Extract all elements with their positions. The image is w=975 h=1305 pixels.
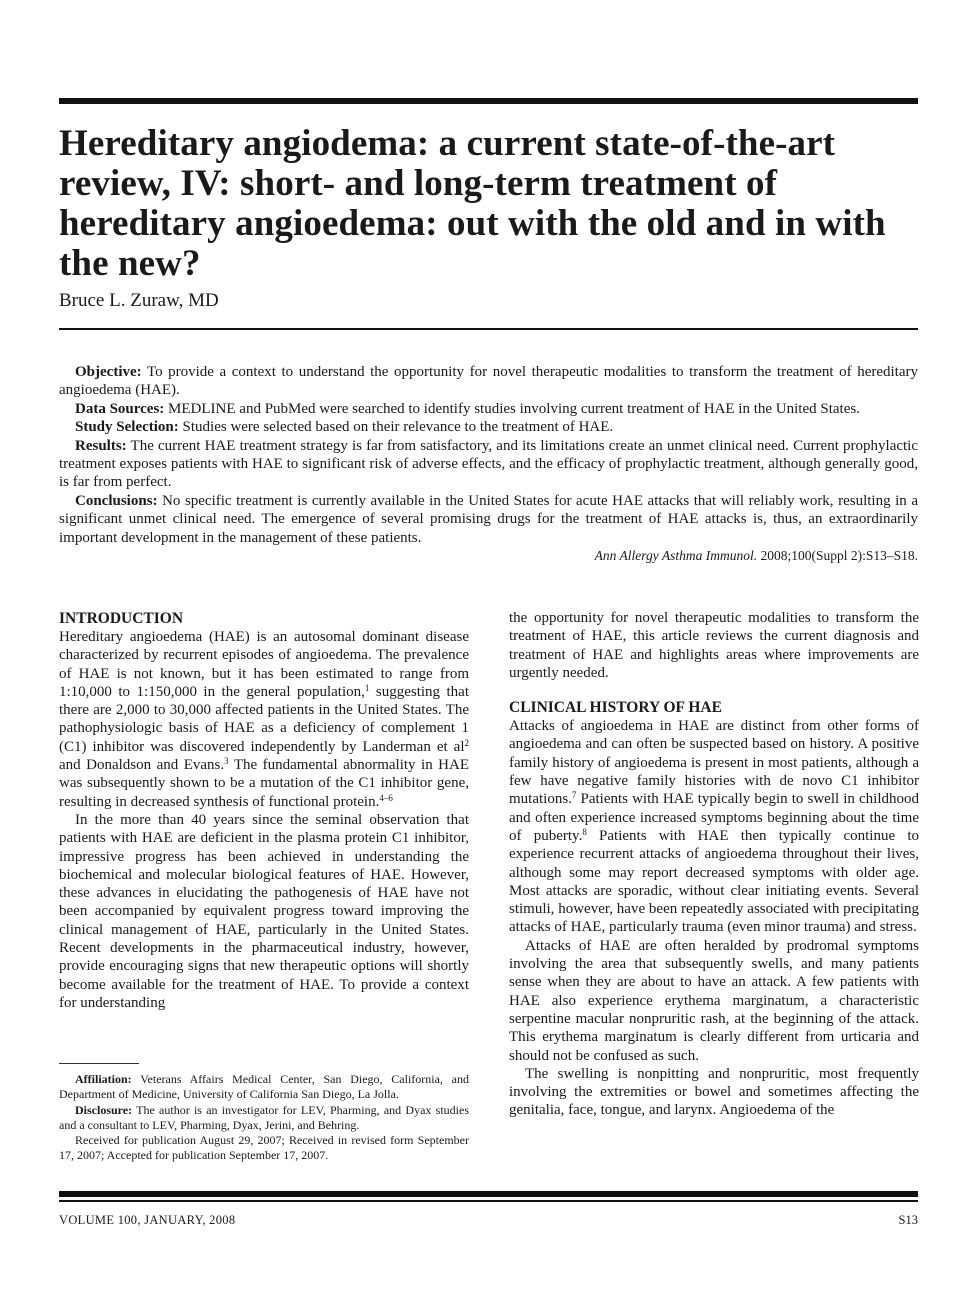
conclusions-text: No specific treatment is currently available in the United States for acute HAE attacks that will reliably work, resulting in a significant unmet clinical need. The emergence of several promising drugs for the treatment of HAE attacks is, thus, an extraordinarily important development in the management of these patients.	[59, 492, 918, 546]
citation-details: 2008;100(Suppl 2):S13–S18.	[757, 548, 918, 564]
abstract-selection	[59, 418, 918, 436]
article-title: Hereditary angiodema: a current state-of-the-art review, IV: short- and long-term treatment of hereditary angioedema: out with the old and in with the new?	[59, 123, 886, 284]
clinical-history-heading: CLINICAL HISTORY OF HAE	[509, 699, 722, 717]
results-text: The current HAE treatment strategy is far from satisfactory, and its limitations create an unmet clinical need. Current prophylactic treatment exposes patients with HAE to significant risk of adverse effects, and the efficacy of prophylactic treatment, although generally good, is far from perfect.	[59, 437, 918, 491]
intro-text: Hereditary angioedema (HAE) is an autosomal dominant disease characterized by recurrent episodes of angioedema. The prevalence of HAE is not known, but it has been estimated to range from 1:10,000 to 1:150,000 in the general population,	[59, 629, 469, 700]
ref-link[interactable]: 2	[464, 737, 469, 748]
selection-text: Studies were selected based on their relevance to the treatment of HAE.	[178, 419, 614, 436]
objective-label: Objective:	[75, 364, 142, 380]
history-paragraph-3: The swelling is nonpitting and nonpruritic, most frequently involving the extremities or bowel and sometimes affecting the genitalia, face, tongue, and larynx. Angioedema of the	[509, 1065, 919, 1119]
ref-link[interactable]: 8	[582, 826, 587, 837]
citation	[59, 547, 918, 565]
footnote-affiliation	[59, 1072, 469, 1103]
citation-journal: Ann Allergy Asthma Immunol.	[594, 548, 758, 564]
ref-link[interactable]: 4–6	[379, 792, 393, 803]
intro-paragraph-1	[59, 628, 469, 811]
intro-text: and Donaldson and Evans.	[59, 757, 225, 774]
ref-link[interactable]: 7	[571, 790, 577, 801]
disclosure-label: Disclosure:	[75, 1102, 133, 1117]
introduction-heading: INTRODUCTION	[59, 610, 184, 627]
right-column	[509, 609, 919, 1120]
intro-paragraph-3: the opportunity for novel therapeutic modalities to transform the treatment of HAE, this article reviews the current diagnosis and treatment of HAE and highlights areas where improvements are urgently needed.	[509, 610, 919, 681]
objective-text: To provide a context to understand the opportunity for novel therapeutic modalities to transform the treatment of hereditary angioedema (HAE).	[59, 364, 918, 399]
intro-text: The fundamental abnormality in HAE was subsequently shown to be a mutation of the C1 inhibitor gene, resulting in decreased synthesis of functional protein.	[59, 757, 469, 810]
abstract-sources	[59, 400, 918, 418]
intro-paragraph-2: In the more than 40 years since the seminal observation that patients with HAE are deficient in the plasma protein C1 inhibitor, impressive progress has been achieved in understanding the biochemical and molecular biological features of HAE. However, these advances in elucidating the pathogenesis of HAE have not been accompanied by equivalent progress toward improving the clinical management of HAE, particularly in the United States. Recent developments in the pharmaceutical industry, however, provide encouraging signs that new therapeutic options will shortly become available for the treatment of HAE. To provide a context for understanding	[59, 811, 469, 1011]
top-rule	[59, 98, 918, 104]
footnote-received: Received for publication August 29, 2007; Received in revised form September 17, 2007; Accepted for publication September 17, 2007.	[59, 1133, 469, 1163]
page-number: S13	[898, 1213, 918, 1227]
abstract-conclusions	[59, 492, 918, 547]
abstract	[59, 363, 918, 565]
history-text: Patients with HAE typically begin to swell in childhood and often experience increased symptoms beginning about the time of puberty.	[509, 791, 919, 844]
sources-label: Data Sources:	[75, 400, 165, 417]
history-text: Attacks of angioedema in HAE are distinct from other forms of angioedema and can often be suspected based on history. A positive family history of angioedema is present in most patients, although a few have negative family histories with de novo C1 inhibitor mutations.	[509, 718, 919, 808]
disclosure-text: The author is an investigator for LEV, Pharming, and Dyax studies and a consultant to LEV, Pharming, Dyax, Jerini, and Behring.	[59, 1102, 469, 1132]
results-label: Results:	[75, 437, 127, 454]
ref-link[interactable]: 1	[364, 682, 370, 693]
footnotes	[59, 1072, 469, 1164]
history-paragraph-1	[509, 717, 919, 937]
footer-volume: VOLUME 100, JANUARY, 2008	[59, 1213, 236, 1227]
history-paragraph-2: Attacks of HAE are often heralded by prodromal symptoms involving the area that subsequently swells, and many patients sense when they are about to have an attack. A few patients with HAE also experience erythema marginatum, a characteristic serpentine macular nonpruritic rash, at the beginning of the attack. This erythema marginatum is clearly different from urticaria and should not be confused as such.	[509, 937, 919, 1064]
bottom-rule-thin	[59, 1200, 918, 1202]
affiliation-label: Affiliation:	[75, 1072, 132, 1086]
selection-label: Study Selection:	[75, 419, 179, 436]
footnote-disclosure	[59, 1103, 469, 1134]
intro-text: suggesting that there are 2,000 to 30,000 affected patients in the United States. The pathophysiologic basis of HAE as a deficiency of complement 1 (C1) inhibitor was discovered independently by Landerman et al	[59, 683, 469, 755]
footnote-rule	[59, 1063, 139, 1064]
left-column	[59, 609, 469, 1012]
history-text: Patients with HAE then typically continue to experience recurrent attacks of angioedema throughout their lives, although some may report decreased symptoms with older age. Most attacks are sporadic, without clear initiating events. Several stimuli, however, have been repeatedly associated with precipitating attacks of HAE, particularly trauma (even minor trauma) and stress.	[509, 827, 920, 936]
abstract-results	[59, 437, 918, 492]
sources-text: MEDLINE and PubMed were searched to identify studies involving current treatment of HAE in the United States.	[164, 400, 860, 417]
abstract-top-rule	[59, 328, 918, 330]
conclusions-label: Conclusions:	[75, 492, 158, 509]
author-name: Bruce L. Zuraw, MD	[59, 290, 219, 311]
bottom-rule	[59, 1191, 918, 1197]
abstract-objective	[59, 363, 918, 400]
ref-link[interactable]: 3	[224, 756, 229, 767]
affiliation-text: Veterans Affairs Medical Center, San Diego, California, and Department of Medicine, University of California San Diego, La Jolla.	[59, 1072, 469, 1102]
